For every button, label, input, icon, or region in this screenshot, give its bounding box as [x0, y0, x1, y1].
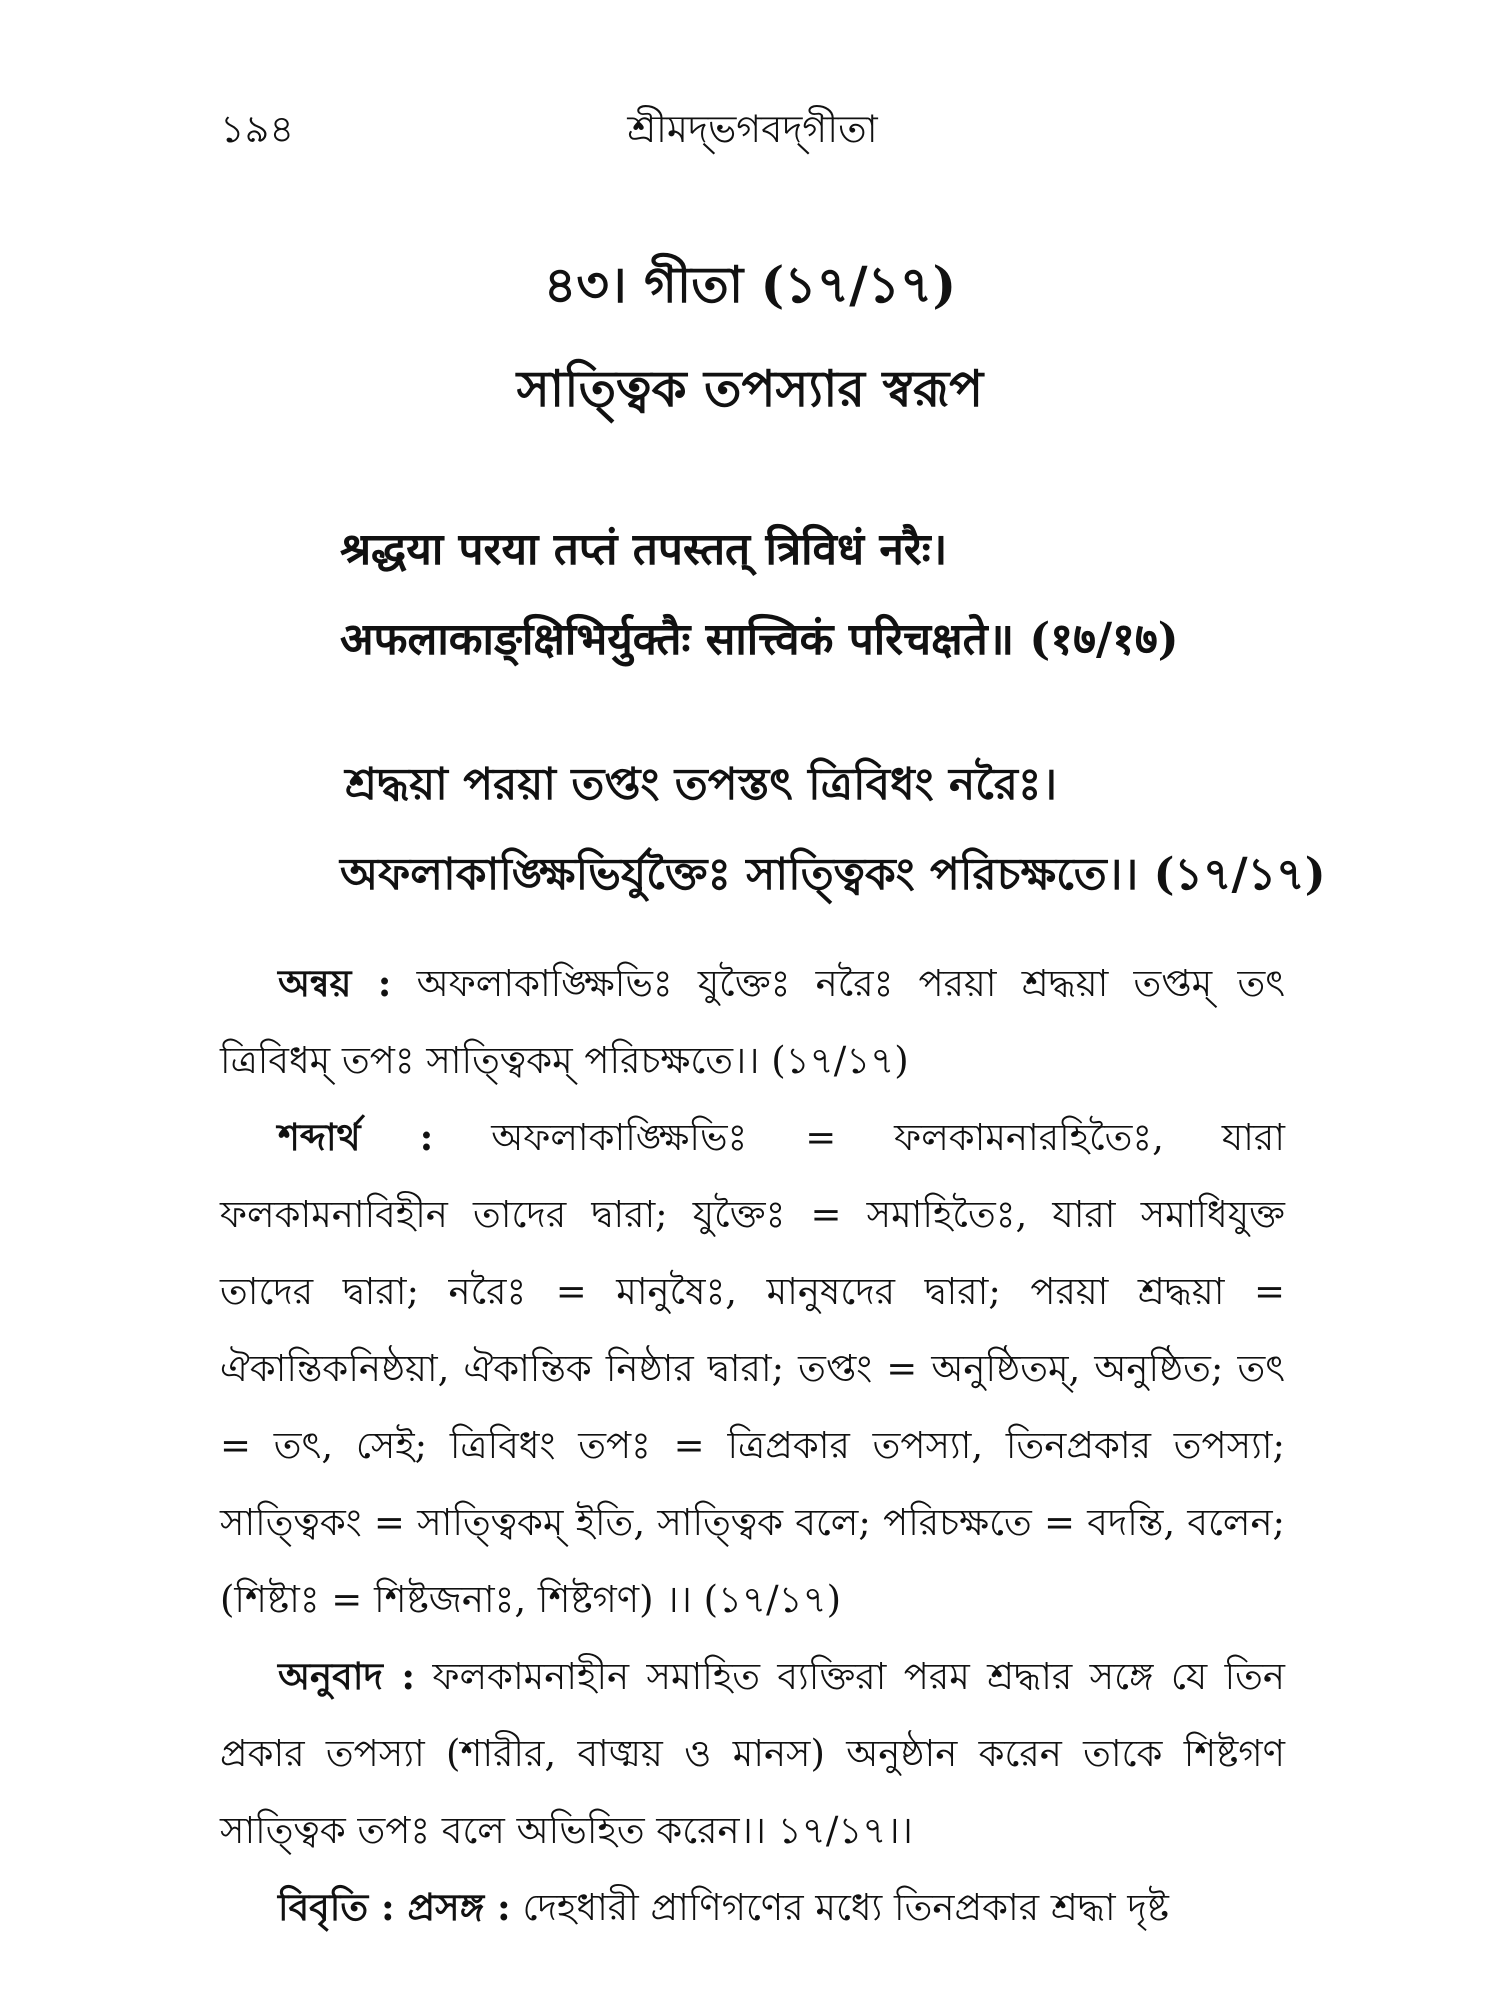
verse-devanagari	[340, 505, 1275, 685]
shabdartha-paragraph	[220, 1099, 1285, 1638]
anvaya-label: অন্বয় :	[278, 961, 392, 1005]
bibriti-text: দেহধারী প্রাণিগণের মধ্যে তিনপ্রকার শ্রদ্ধা দৃষ্ট	[510, 1886, 1169, 1929]
shabdartha-label: শব্দার্থ :	[278, 1115, 434, 1159]
section-title: সাত্ত্বিক তপস্যার স্বরূপ	[516, 359, 984, 418]
anvaya-text: অফলাকাঙ্ক্ষিভিঃ যুক্তৈঃ নরৈঃ পরয়া শ্রদ্ধয়া তপ্তম্ তৎ ত্রিবিধম্ তপঃ সাত্ত্বিকম্ পরিচক্ষতে।। (১৭/১৭)	[220, 962, 1285, 1082]
section-number: ৪৩। গীতা (১৭/১৭)	[543, 255, 957, 314]
verse-bengali-line-1: শ্রদ্ধয়া পরয়া তপ্তং তপস্তৎ ত্রিবিধং নরৈঃ।	[345, 759, 1058, 810]
commentary	[220, 945, 1285, 1946]
verse-bengali-line-2: অফলাকাঙ্ক্ষিভির্যুক্তৈঃ সাত্ত্বিকং পরিচক্ষতে।। (১৭/১৭)	[340, 849, 1326, 900]
verse-bengali	[340, 740, 1326, 920]
anubad-paragraph	[220, 1638, 1285, 1869]
anvaya-paragraph	[220, 945, 1285, 1099]
running-title: শ্রীমদ্‌ভগবদ্‌গীতা	[627, 107, 878, 151]
running-head	[220, 100, 1285, 160]
bibriti-label: বিবৃতি : প্রসঙ্গ :	[278, 1885, 511, 1929]
verse-devanagari-line-1: श्रद्धया परया तप्तं तपस्तत् त्रिविधं नरैः।	[340, 524, 948, 575]
anubad-text: ফলকামনাহীন সমাহিত ব্যক্তিরা পরম শ্রদ্ধার সঙ্গে যে তিন প্রকার তপস্যা (শারীর, বাঙ্ময় ও মানস) অনুষ্ঠান করেন তাকে শিষ্টগণ সাত্ত্বিক তপঃ বলে অভিহিত করেন।। ১৭/১৭।।	[220, 1655, 1285, 1852]
page-number: ১৯৪	[220, 107, 294, 151]
verse-devanagari-line-2: अफलाकाङ्क्षिभिर्युक्तैः सात्त्विकं परिचक्षते॥ (१७/१७)	[340, 614, 1179, 665]
shabdartha-text: অফলাকাঙ্ক্ষিভিঃ = ফলকামনারহিতৈঃ, যারা ফলকামনাবিহীন তাদের দ্বারা; যুক্তৈঃ = সমাহিতৈঃ, যারা সমাধিযুক্ত তাদের দ্বারা; নরৈঃ = মানুষৈঃ, মানুষদের দ্বারা; পরয়া শ্রদ্ধয়া = ঐকান্তিকনিষ্ঠয়া, ঐকান্তিক নিষ্ঠার দ্বারা; তপ্তং = অনুষ্ঠিতম্, অনুষ্ঠিত; তৎ = তৎ, সেই; ত্রিবিধং তপঃ = ত্রিপ্রকার তপস্যা, তিনপ্রকার তপস্যা; সাত্ত্বিকং = সাত্ত্বিকম্ ইতি, সাত্ত্বিক বলে; পরিচক্ষতে = বদন্তি, বলেন; (শিষ্টাঃ = শিষ্টজনাঃ, শিষ্টগণ) ।। (১৭/১৭)	[220, 1116, 1285, 1621]
bibriti-paragraph	[220, 1869, 1285, 1946]
anubad-label: অনুবাদ :	[278, 1654, 416, 1698]
